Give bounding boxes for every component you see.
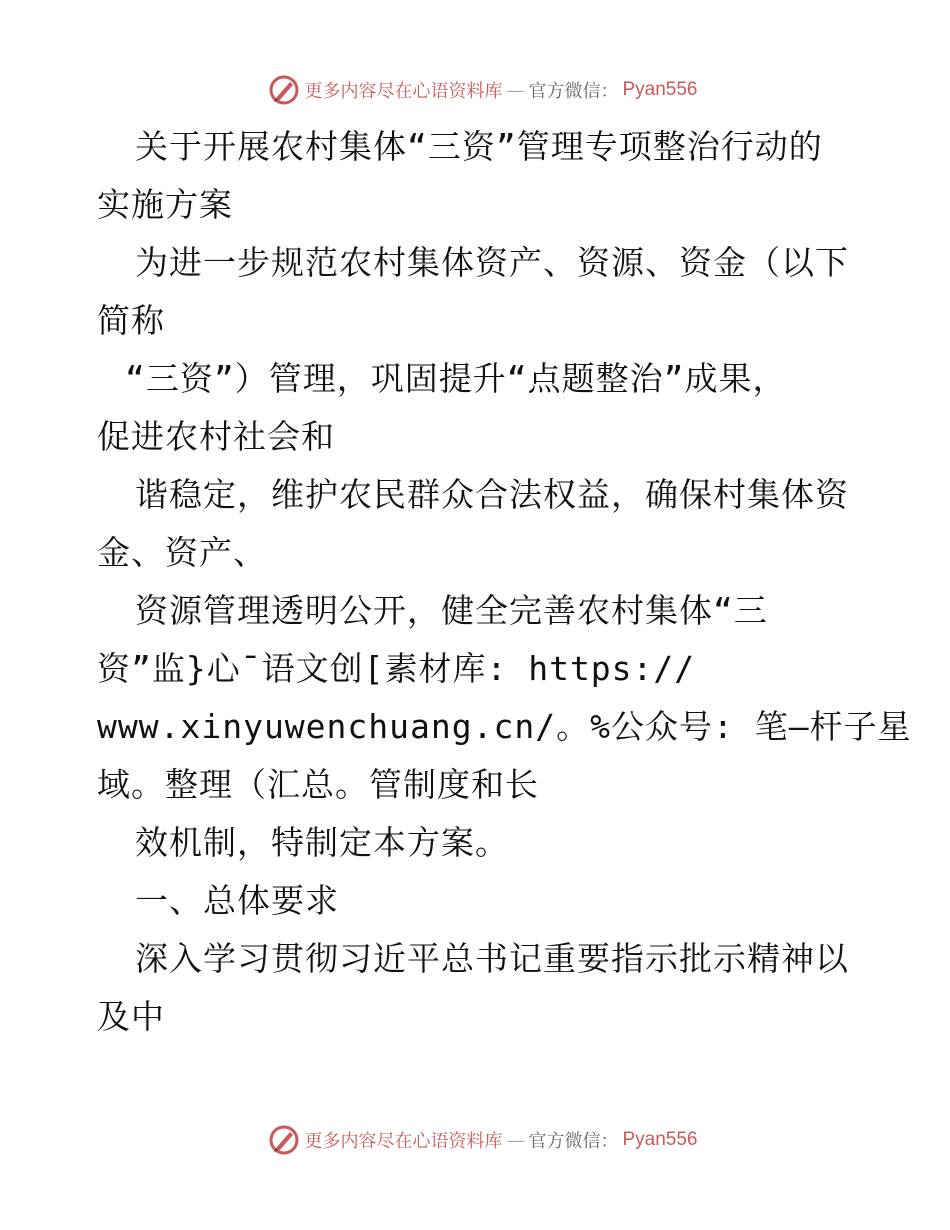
paragraph-line: 简称 bbox=[97, 301, 165, 340]
paragraph-line: 及中 bbox=[97, 997, 165, 1036]
title-line-1: 关于开展农村集体“三资”管理专项整治行动的 bbox=[135, 127, 823, 166]
paragraph-line: 资”监}心¯语文创[素材库: https:// bbox=[97, 649, 696, 688]
watermark-dash: — bbox=[506, 79, 525, 101]
watermark-id: Pyan556 bbox=[622, 79, 698, 100]
paragraph-line: 资源管理透明公开，健全完善农村集体“三 bbox=[135, 591, 768, 630]
watermark-text: 更多内容尽在心语资料库 bbox=[304, 81, 503, 102]
header-watermark bbox=[0, 70, 950, 110]
paragraph-line: 金、资产、 bbox=[97, 533, 267, 572]
watermark-text: 更多内容尽在心语资料库 bbox=[304, 1131, 503, 1152]
watermark-official-label: 官方微信： bbox=[528, 1131, 619, 1152]
watermark-id: Pyan556 bbox=[622, 1129, 698, 1150]
document-body bbox=[97, 118, 912, 1046]
paragraph-line: 效机制，特制定本方案。 bbox=[135, 823, 509, 862]
paragraph-line: 促进农村社会和 bbox=[97, 417, 335, 456]
paragraph-line: “三资”）管理，巩固提升“点题整治”成果， bbox=[125, 359, 787, 398]
paragraph-line: 深入学习贯彻习近平总书记重要指示批示精神以 bbox=[135, 939, 849, 978]
paragraph-line: 域。整理（汇总。管制度和长 bbox=[97, 765, 539, 804]
paragraph-line: www.xinyuwenchuang.cn/。%公众号: 笔—杆子星 bbox=[97, 707, 912, 746]
paragraph-line: 为进一步规范农村集体资产、资源、资金（以下 bbox=[135, 243, 849, 282]
pen-logo-icon bbox=[268, 1124, 300, 1156]
watermark-dash: — bbox=[506, 1129, 525, 1151]
watermark-official-label: 官方微信： bbox=[528, 81, 619, 102]
section-heading: 一、总体要求 bbox=[135, 881, 339, 920]
title-line-2: 实施方案 bbox=[97, 185, 233, 224]
pen-logo-icon bbox=[268, 74, 300, 106]
paragraph-line: 谐稳定，维护农民群众合法权益，确保村集体资 bbox=[135, 475, 849, 514]
footer-watermark bbox=[0, 1120, 950, 1160]
